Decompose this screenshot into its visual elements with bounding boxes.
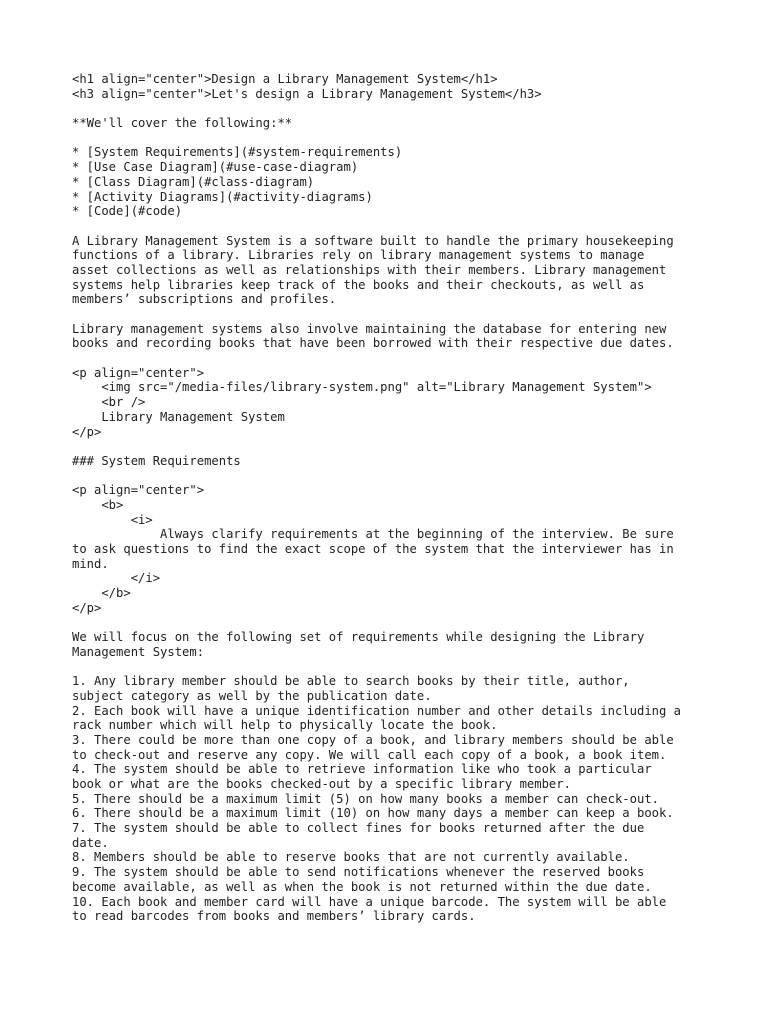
- text-line: </i>: [72, 571, 161, 586]
- text-line: <h1 align="center">Design a Library Management System</h1>: [72, 72, 498, 86]
- text-line: <br />: [72, 395, 146, 410]
- toc-item: * [Activity Diagrams](#activity-diagrams): [72, 189, 373, 204]
- text-line: <b>: [72, 497, 124, 512]
- requirement-line: book or what are the books checked-out by a specific library member.: [72, 777, 571, 791]
- text-line: </b>: [72, 586, 131, 601]
- requirement-line: 3. There could be more than one copy of a book, and library members should be able: [72, 732, 674, 747]
- text-line: <p align="center">: [72, 365, 205, 380]
- toc-item: * [Code](#code): [72, 204, 183, 219]
- text-line: books and recording books that have been borrowed with their respective due dates.: [72, 336, 674, 351]
- blank-line: [72, 307, 732, 322]
- blank-line: [72, 439, 732, 454]
- text-line: **We'll cover the following:**: [72, 116, 293, 131]
- requirement-line: [72, 924, 732, 939]
- document-page: [72, 72, 732, 939]
- text-line: A Library Management System is a software built to handle the primary housekeeping: [72, 233, 674, 248]
- requirement-line: to read barcodes from books and members’ library cards.: [72, 909, 476, 924]
- requirement-line: rack number which will help to physically locate the book.: [72, 718, 498, 733]
- text-line: members’ subscriptions and profiles.: [72, 292, 337, 307]
- text-line: Library management systems also involve maintaining the database for entering new: [72, 321, 667, 336]
- requirement-line: to check-out and reserve any copy. We will call each copy of a book, a book item.: [72, 747, 667, 762]
- requirement-line: 1. Any library member should be able to search books by their title, author,: [72, 674, 630, 689]
- blank-line: [72, 101, 732, 116]
- text-line: <p align="center">: [72, 483, 205, 498]
- text-line: <img src="/media-files/library-system.png" alt="Library Management System">: [72, 380, 652, 395]
- text-line: Always clarify requirements at the beginning of the interview. Be sure: [72, 527, 674, 542]
- requirement-line: 7. The system should be able to collect fines for books returned after the due: [72, 821, 645, 836]
- toc-item: * [Class Diagram](#class-diagram): [72, 174, 315, 189]
- text-line: Management System:: [72, 644, 205, 659]
- toc-item: * [System Requirements](#system-requirements): [72, 145, 403, 160]
- text-line: functions of a library. Libraries rely on library management systems to manage: [72, 248, 645, 263]
- text-line: mind.: [72, 556, 109, 571]
- text-line: We will focus on the following set of requirements while designing the Library: [72, 630, 645, 645]
- requirement-line: 8. Members should be able to reserve books that are not currently available.: [72, 850, 630, 865]
- blank-line: [72, 131, 732, 146]
- blank-line: [72, 660, 732, 675]
- requirement-line: become available, as well as when the book is not returned within the due date.: [72, 879, 652, 894]
- requirement-line: 6. There should be a maximum limit (10) on how many days a member can keep a book.: [72, 806, 674, 821]
- text-line: asset collections as well as relationships with their members. Library management: [72, 262, 667, 277]
- requirement-line: 2. Each book will have a unique identification number and other details including a: [72, 703, 682, 718]
- text-line: <i>: [72, 512, 153, 527]
- blank-line: [72, 615, 732, 630]
- requirement-line: 10. Each book and member card will have a unique barcode. The system will be able: [72, 894, 667, 909]
- toc-item: * [Use Case Diagram](#use-case-diagram): [72, 160, 359, 175]
- text-line: to ask questions to find the exact scope of the system that the interviewer has in: [72, 542, 674, 556]
- section-heading: ### System Requirements: [72, 453, 241, 468]
- blank-line: [72, 469, 732, 484]
- requirement-line: 9. The system should be able to send notifications whenever the reserved books: [72, 865, 645, 880]
- requirement-line: date.: [72, 835, 109, 850]
- blank-line: [72, 219, 732, 234]
- blank-line: [72, 351, 732, 366]
- requirement-line: 5. There should be a maximum limit (5) on how many books a member can check-out.: [72, 791, 659, 806]
- text-line: Library Management System: [72, 409, 285, 424]
- text-line: <h3 align="center">Let's design a Library Management System</h3>: [72, 86, 542, 101]
- requirement-line: 4. The system should be able to retrieve information like who took a particular: [72, 762, 652, 777]
- requirement-line: subject category as well by the publication date.: [72, 688, 432, 703]
- text-line: systems help libraries keep track of the books and their checkouts, as well as: [72, 277, 645, 292]
- text-line: </p>: [72, 600, 102, 615]
- text-line: </p>: [72, 424, 102, 439]
